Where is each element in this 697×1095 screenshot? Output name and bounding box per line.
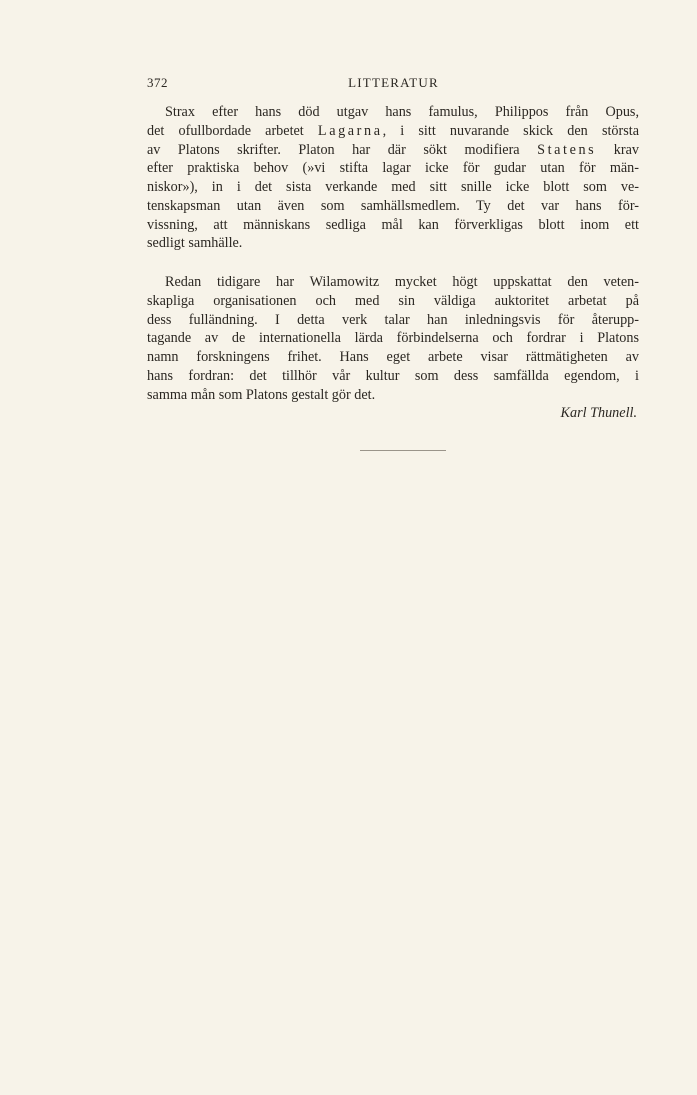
text-line: av Platons skrifter. Platon har där sökt modifiera Statens krav [147,141,639,158]
text-line: namn forskningens frihet. Hans eget arbete visar rättmätigheten av [147,349,639,365]
text-line: Strax efter hans död utgav hans famulus, Philippos från Opus, [165,104,639,120]
text-line: niskor»), in i det sista verkande med sitt snille icke blott som ve- [147,179,639,195]
text-line: Redan tidigare har Wilamowitz mycket högt uppskattat den veten- [165,274,639,290]
paragraph [147,103,639,253]
page-header [147,75,640,95]
article-body [147,103,639,423]
text-line: dess fulländning. I detta verk talar han inledningsvis för återupp- [147,311,639,328]
spaced-emphasis: Lagarna [317,122,383,139]
spaced-emphasis: Statens [537,141,597,158]
paragraph-container [147,103,639,404]
section-end-rule [360,450,446,451]
text-line: tagande av de internationella lärda förbindelserna och fordrar i Platons [147,330,639,347]
running-title: LITTERATUR [348,75,439,90]
text-line: samma mån som Platons gestalt gör det. [147,386,376,403]
text-line: hans fordran: det tillhör vår kultur som dess samfällda egendom, i [147,367,639,384]
text-line: tenskapsman utan även som samhällsmedlem. Ty det var hans för- [147,197,639,214]
text-line: vissning, att människans sedliga mål kan förverkligas blott inom ett [147,216,639,233]
author-signature: Karl Thunell. [560,405,637,422]
paragraph [147,273,639,404]
text-line: efter praktiska behov (»vi stifta lagar icke för gudar utan för män- [147,160,639,177]
text-line: skapliga organisationen och med sin väldiga auktoritet arbetat på [147,292,639,309]
page-number: 372 [147,75,168,90]
text-line: det ofullbordade arbetet Lagarna, i sitt nuvarande skick den största [147,122,639,139]
text-line: sedligt samhälle. [147,235,243,252]
